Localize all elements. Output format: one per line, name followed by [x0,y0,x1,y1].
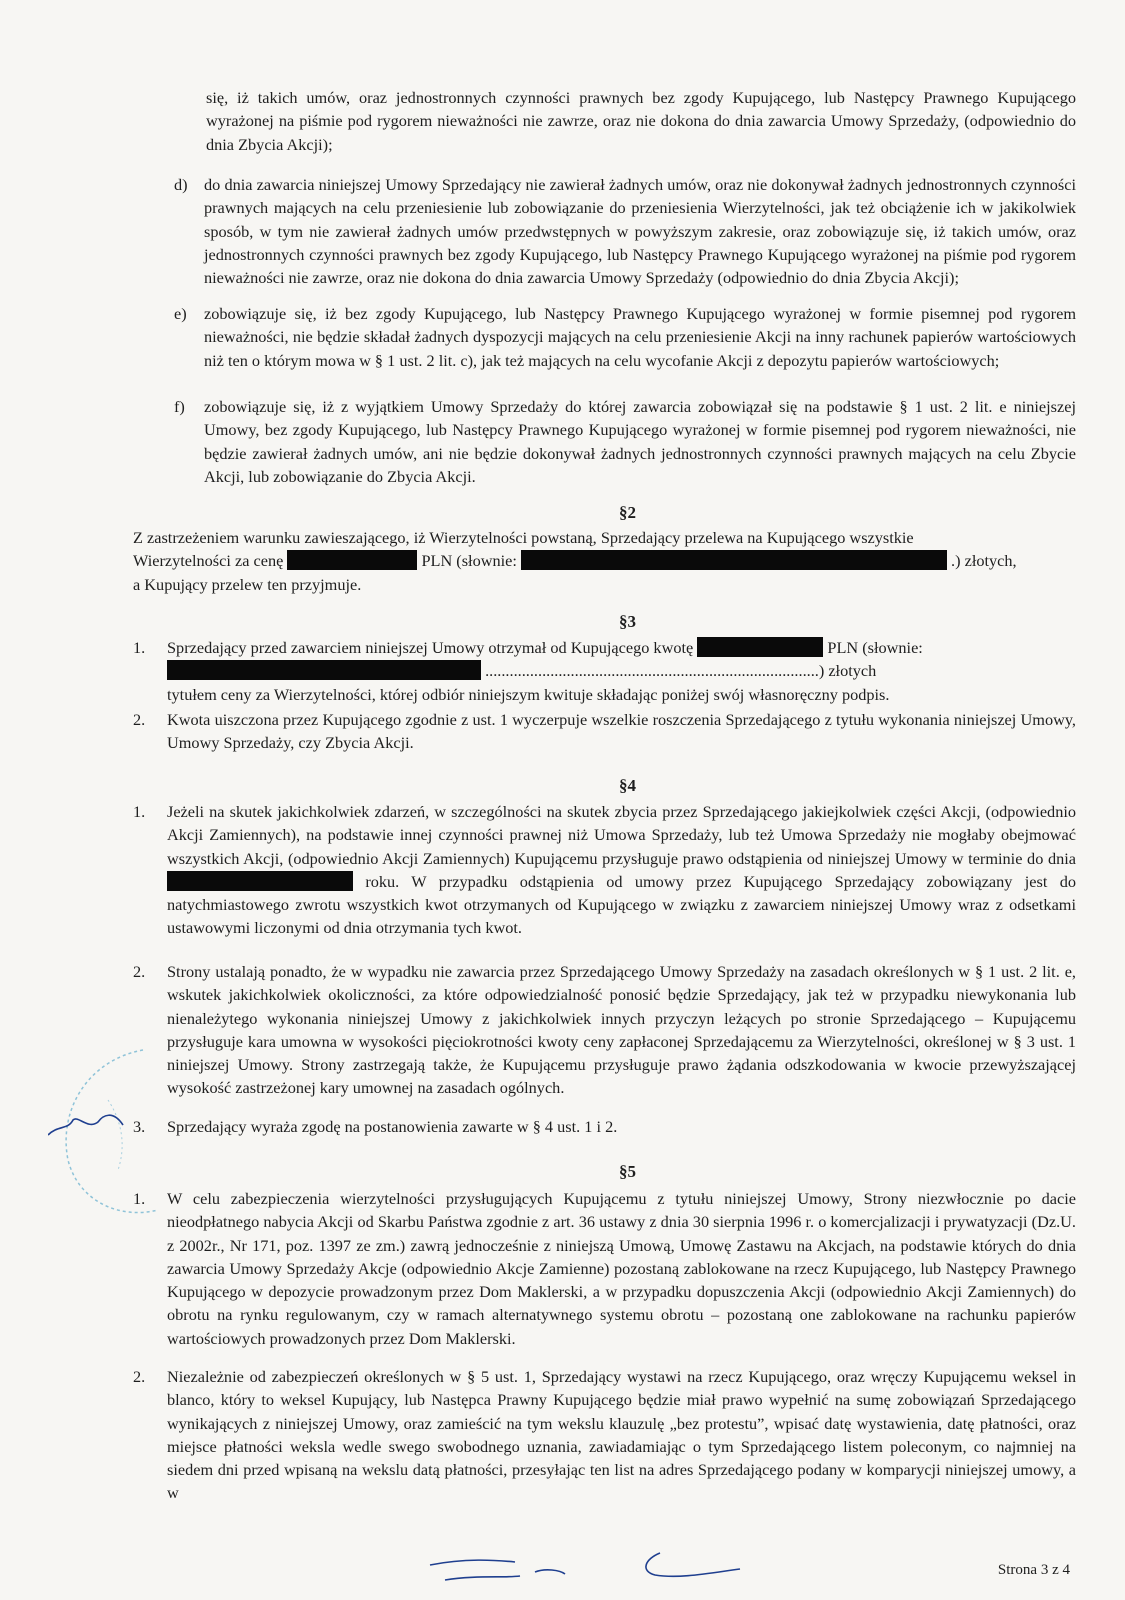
section-2-line: PLN (słownie: [421,551,517,571]
text-run: Sprzedający przed zawarciem niniejszej Umowy otrzymał od Kupującego kwotę [167,638,694,657]
continuation-paragraph: się, iż takich umów, oraz jednostronnych czynności prawnych bez zgody Kupującego, lub Następcy Prawnego Kupującego wyrażonej na piśmie pod rygorem nieważności nie zawrze, oraz nie dokona do dnia zawarcia Umowy Sprzedaży, (odpowiednio do dnia Zbycia Akcji); [206,88,1076,154]
item-number: 1. [133,802,146,821]
item-text: do dnia zawarcia niniejszej Umowy Sprzedający nie zawierał żadnych umów, oraz nie dokonywał żadnych jednostronnych czynności prawnych mających na celu przeniesienie lub zobowiązanie do przeniesienia Wierzytelności, jak też obciążenie ich w jakikolwiek sposób, w tym nie zawierał żadnych umów przedwstępnych w powyższym zakresie, oraz zobowiązuje się, iż takich umów, oraz jednostronnych czynności prawnych bez zgody Kupującego, lub Następcy Prawnego Kupującego wyrażonej na piśmie pod rygorem nieważności nie zawrze, oraz nie dokona do dnia zawarcia Umowy Sprzedaży (odpowiednio do dnia Zbycia Akcji); [204,175,1076,288]
item-text [167,800,1076,940]
redaction-block [167,660,481,680]
item-text: W celu zabezpieczenia wierzytelności przysługujących Kupującemu z tytułu niniejszej Umowy, Strony niezwłocznie po dacie nieodpłatnego nabycia Akcji od Skarbu Państwa zgodnie z art. 36 ustawy z dnia 30 sierpnia 1996 r. o komercjalizacji i prywatyzacji (Dz.U. z 2002r., Nr 171, poz. 1397 ze zm.) zawrą jednocześnie z niniejszą Umową, Umowę Zastawu na Akcjach, na podstawie których do dnia zawarcia Umowy Sprzedaży Akcje (odpowiednio Akcje Zamienne) pozostaną zablokowane na rzecz Kupującego, lub Następcy Prawnego Kupującego w depozycie prowadzonym przez Dom Maklerski, a w przypadku dopuszczenia Akcji (odpowiednio Akcji Zamiennych) do obrotu na rynku regulowanym, czy w ramach alternatywnego systemu obrotu – pozostaną one zablokowane na rachunku papierów wartościowych prowadzonych przez Dom Maklerski. [167,1189,1076,1348]
page-number: Strona 3 z 4 [997,1562,1070,1578]
item-text: Niezależnie od zabezpieczeń określonych w § 5 ust. 1, Sprzedający wystawi na rzecz Kupującego, oraz wręczy Kupującemu weksel in blanco, który to weksel Kupujący, lub Następca Prawny Kupującego będzie miał prawo wypełnić na sumę zobowiązań Sprzedającego wynikających z niniejszej Umowy, oraz zamieścić na tym wekslu klauzulę „bez protestu”, wpisać datę wystawienia, datę płatności, oraz miejsce płatności weksla wedle swego swobodnego uznania, zawiadamiając o tym Sprzedającego listem poleconym, co najmniej na siedem dni przed wpisaną na wekslu datą płatności, przesyłając ten list na adres Sprzedającego podany w komparycji niniejszej umowy, a w [167,1367,1076,1503]
item-text: Sprzedający wyraża zgodę na postanowienia zawarte w § 4 ust. 1 i 2. [167,1117,618,1136]
stamp-seal [48,1040,168,1230]
text-run: ..................................................................................) złotych [485,661,877,681]
text-run: roku. W przypadku odstąpienia od umowy przez Kupującego Sprzedający zobowiązany jest do natychmiastowego zwrotu wszystkich kwot otrzymanych od Kupującego w związku z zawarciem niniejszej Umowy wraz z odsetkami ustawowymi liczonymi od dnia otrzymania tych kwot. [167,871,1076,938]
section-2-line: a Kupujący przelew ten przyjmuje. [133,574,362,594]
item-number: 1. [133,1189,146,1208]
redaction-block [697,637,823,657]
item-text: Strony ustalają ponadto, że w wypadku nie zawarcia przez Sprzedającego Umowy Sprzedaży na zasadach określonych w § 1 ust. 2 lit. e, wskutek jakichkolwiek okoliczności, za które odpowiedzialność ponosić będzie Sprzedający, jak też w przypadku niewykonania lub nienależytego wykonania niniejszej Umowy z jakichkolwiek innych przyczyn leżących po stronie Sprzedającego – Kupującemu przysługuje kara umowna w wysokości pięciokrotności kwoty ceny zapłaconej Sprzedającemu za Wierzytelności, określonej w § 3 ust. 1 niniejszej Umowy. Strony zastrzegają także, że Kupującemu przysługuje prawo żądania odszkodowania w kwocie przewyższającej wysokość zastrzeżonej kary umownej na zasadach ogólnych. [167,962,1076,1098]
redaction-block [167,871,353,891]
text-run: PLN (słownie: [827,638,923,657]
item-text [167,636,1076,706]
section-heading-2: §2 [619,503,636,522]
redaction-block [287,550,417,570]
item-number: 2. [133,962,146,981]
item-marker: f) [174,397,185,416]
text-run: tytułem ceny za Wierzytelności, której odbiór niniejszym kwituje składając poniżej swój własnoręczny podpis. [167,684,890,704]
section-2-line: .) złotych, [951,551,1017,571]
redaction-block [521,550,947,570]
item-text: zobowiązuje się, iż bez zgody Kupującego, lub Następcy Prawnego Kupującego wyrażonej w formie pisemnej pod rygorem nieważności, nie będzie składał żadnych dyspozycji mających na celu przeniesienie Akcji na inny rachunek papierów wartościowych niż ten o którym mowa w § 1 ust. 2 lit. c), jak też mających na celu wycofanie Akcji z depozytu papierów wartościowych; [204,304,1076,370]
section-heading-4: §4 [619,776,636,795]
item-number: 2. [133,710,146,729]
text-run: Jeżeli na skutek jakichkolwiek zdarzeń, w szczególności na skutek zbycia przez Sprzedającego jakiejkolwiek części Akcji, (odpowiednio Akcji Zamiennych), na podstawie innej czynności prawnej niż Umowa Sprzedaży, lub też Umowa Sprzedaży nie mogłaby obejmować wszystkich Akcji, (odpowiednio Akcji Zamiennych) Kupującemu przysługuje prawo odstąpienia od niniejszej Umowy w terminie do dnia [167,802,1076,868]
item-marker: e) [174,304,187,323]
item-text: Kwota uiszczona przez Kupującego zgodnie z ust. 1 wyczerpuje wszelkie roszczenia Sprzedającego z tytułu wykonania niniejszej Umowy, Umowy Sprzedaży, czy Zbycia Akcji. [167,710,1076,753]
item-text: zobowiązuje się, iż z wyjątkiem Umowy Sprzedaży do której zawarcia zobowiązał się na podstawie § 1 ust. 2 lit. e niniejszej Umowy, bez zgody Kupującego, lub Następcy Prawnego Kupującego wyrażonej w formie pisemnej pod rygorem nieważności, nie będzie zawierał żadnych umów, ani nie będzie dokonywał żadnych jednostronnych czynności prawnych mających na celu Zbycie Akcji, lub zobowiązanie do Zbycia Akcji. [204,397,1076,486]
section-2-paragraph [133,526,1076,596]
section-2-line: Wierzytelności za cenę [133,551,284,571]
signature-right [640,1545,760,1585]
item-marker: d) [174,175,188,194]
section-heading-5: §5 [619,1162,636,1181]
item-number: 2. [133,1367,146,1386]
section-heading-3: §3 [619,612,636,631]
item-number: 3. [133,1117,146,1136]
section-2-line: Z zastrzeżeniem warunku zawieszającego, iż Wierzytelności powstaną, Sprzedający przelewa na Kupującego wszystkie [133,528,914,547]
item-number: 1. [133,638,146,657]
signature-left [425,1550,575,1590]
